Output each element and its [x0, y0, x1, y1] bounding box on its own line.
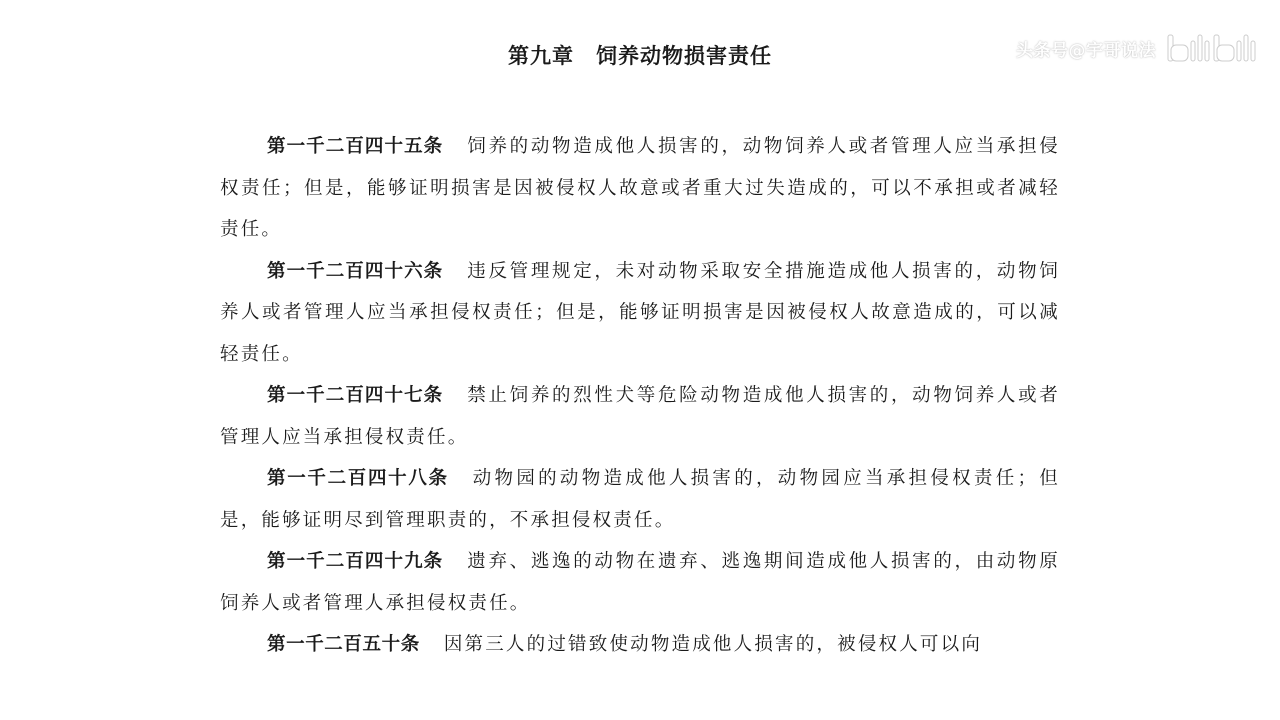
- article-number: 第一千二百四十七条: [267, 385, 444, 406]
- article-1250: [220, 624, 1060, 666]
- article-text: 违反管理规定，未对动物采取安全措施造成他人损害的，动物饲养人或者管理人应当承担侵权责任；但是，能够证明损害是因被侵权人故意造成的，可以减轻责任。: [220, 260, 1060, 365]
- chapter-title: 第九章 饲养动物损害责任: [508, 44, 772, 68]
- article-text: 禁止饲养的烈性犬等危险动物造成他人损害的，动物饲养人或者管理人应当承担侵权责任。: [220, 385, 1060, 448]
- article-1248: [220, 458, 1060, 541]
- bilibili-logo-icon: [1166, 31, 1258, 65]
- video-watermark: [1016, 30, 1258, 66]
- article-number: 第一千二百四十五条: [267, 136, 444, 157]
- document-page: [220, 0, 1060, 720]
- article-number: 第一千二百五十条: [267, 634, 420, 655]
- watermark-text: 头条号@宇哥说法: [1016, 40, 1156, 61]
- article-text: 饲养的动物造成他人损害的，动物饲养人或者管理人应当承担侵权责任；但是，能够证明损害是因被侵权人故意或者重大过失造成的，可以不承担或者减轻责任。: [220, 136, 1060, 240]
- article-1245: [220, 126, 1060, 251]
- article-list: [220, 126, 1060, 666]
- article-1247: [220, 375, 1060, 458]
- article-number: 第一千二百四十八条: [267, 468, 449, 489]
- article-text: 动物园的动物造成他人损害的，动物园应当承担侵权责任；但是，能够证明尽到管理职责的，不承担侵权责任。: [220, 468, 1061, 531]
- article-number: 第一千二百四十九条: [267, 551, 444, 572]
- article-text: 遗弃、逃逸的动物在遗弃、逃逸期间造成他人损害的，由动物原饲养人或者管理人承担侵权责任。: [220, 551, 1060, 614]
- article-text: 因第三人的过错致使动物造成他人损害的，被侵权人可以向: [443, 634, 983, 655]
- article-number: 第一千二百四十六条: [267, 260, 444, 282]
- article-1246: [220, 251, 1060, 376]
- article-1249: [220, 541, 1060, 624]
